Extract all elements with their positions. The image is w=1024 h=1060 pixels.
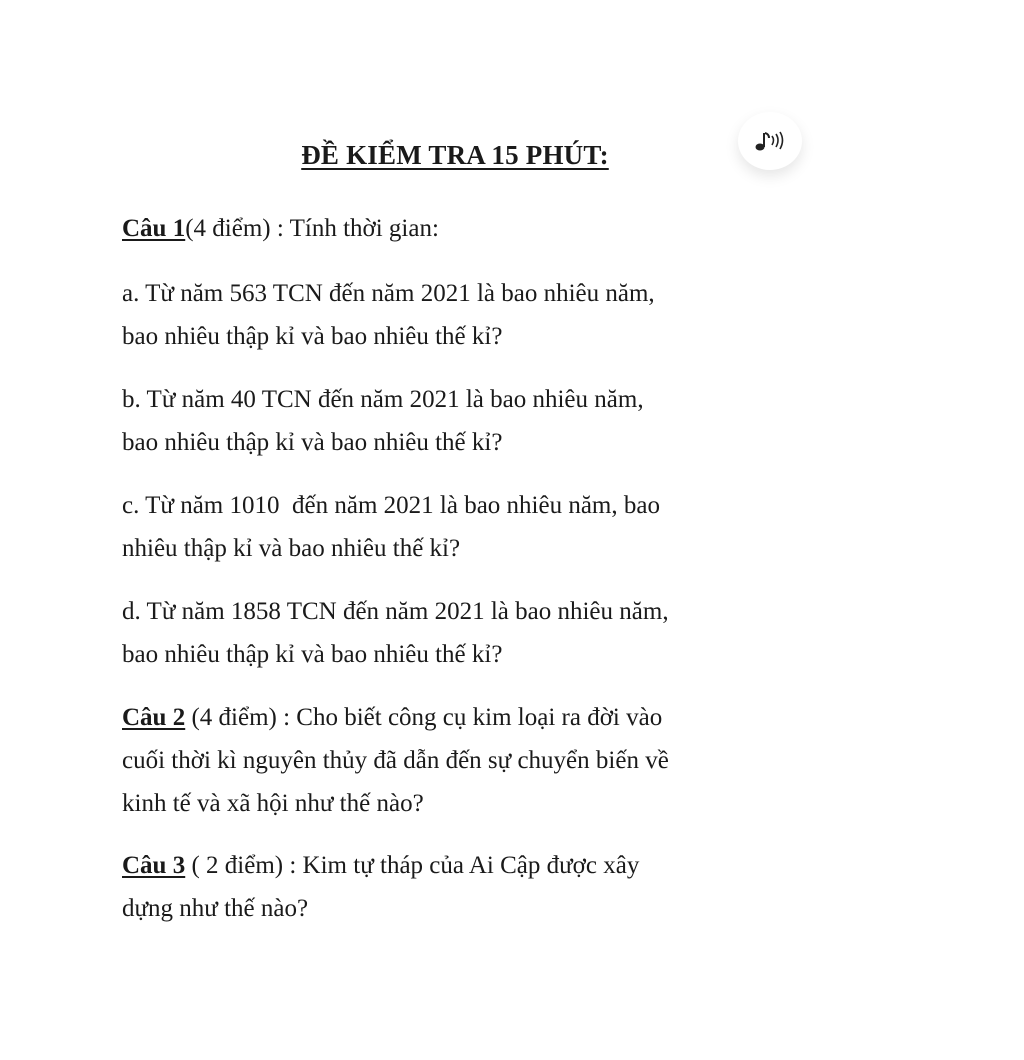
question-1-part-d bbox=[122, 590, 802, 676]
question-2-line-3: kinh tế và xã hội như thế nào? bbox=[122, 790, 424, 817]
question-2 bbox=[122, 696, 802, 825]
part-c-line-1: c. Từ năm 1010 đến năm 2021 là bao nhiêu năm, bao bbox=[122, 492, 660, 519]
question-2-label: Câu 2 bbox=[122, 704, 186, 731]
question-2-line-2: cuối thời kì nguyên thủy đã dẫn đến sự chuyển biến về bbox=[122, 747, 669, 774]
audio-button[interactable] bbox=[738, 112, 802, 170]
page-title: ĐỀ KIỂM TRA 15 PHÚT: bbox=[301, 140, 609, 170]
question-1-part-b bbox=[122, 378, 802, 464]
question-3-line-2: dựng như thế nào? bbox=[122, 895, 309, 922]
question-3-label: Câu 3 bbox=[122, 852, 186, 879]
question-1-part-c bbox=[122, 484, 802, 570]
question-3-line-1: ( 2 điểm) : Kim tự tháp của Ai Cập được xây bbox=[185, 852, 640, 879]
part-a-line-2: bao nhiêu thập kỉ và bao nhiêu thế kỉ? bbox=[122, 323, 503, 350]
question-1-text: (4 điểm) : Tính thời gian: bbox=[185, 215, 439, 242]
part-d-line-1: d. Từ năm 1858 TCN đến năm 2021 là bao nhiêu năm, bbox=[122, 598, 669, 625]
part-c-line-2: nhiêu thập kỉ và bao nhiêu thế kỉ? bbox=[122, 535, 461, 562]
part-a-line-1: a. Từ năm 563 TCN đến năm 2021 là bao nhiêu năm, bbox=[122, 280, 655, 307]
question-1-part-a bbox=[122, 272, 802, 358]
question-3 bbox=[122, 844, 802, 930]
question-1-label: Câu 1 bbox=[122, 215, 186, 242]
part-b-line-1: b. Từ năm 40 TCN đến năm 2021 là bao nhiêu năm, bbox=[122, 386, 644, 413]
part-b-line-2: bao nhiêu thập kỉ và bao nhiêu thế kỉ? bbox=[122, 429, 503, 456]
question-2-line-1: (4 điểm) : Cho biết công cụ kim loại ra đời vào bbox=[185, 704, 663, 731]
part-d-line-2: bao nhiêu thập kỉ và bao nhiêu thế kỉ? bbox=[122, 641, 503, 668]
question-1-heading bbox=[122, 207, 802, 250]
